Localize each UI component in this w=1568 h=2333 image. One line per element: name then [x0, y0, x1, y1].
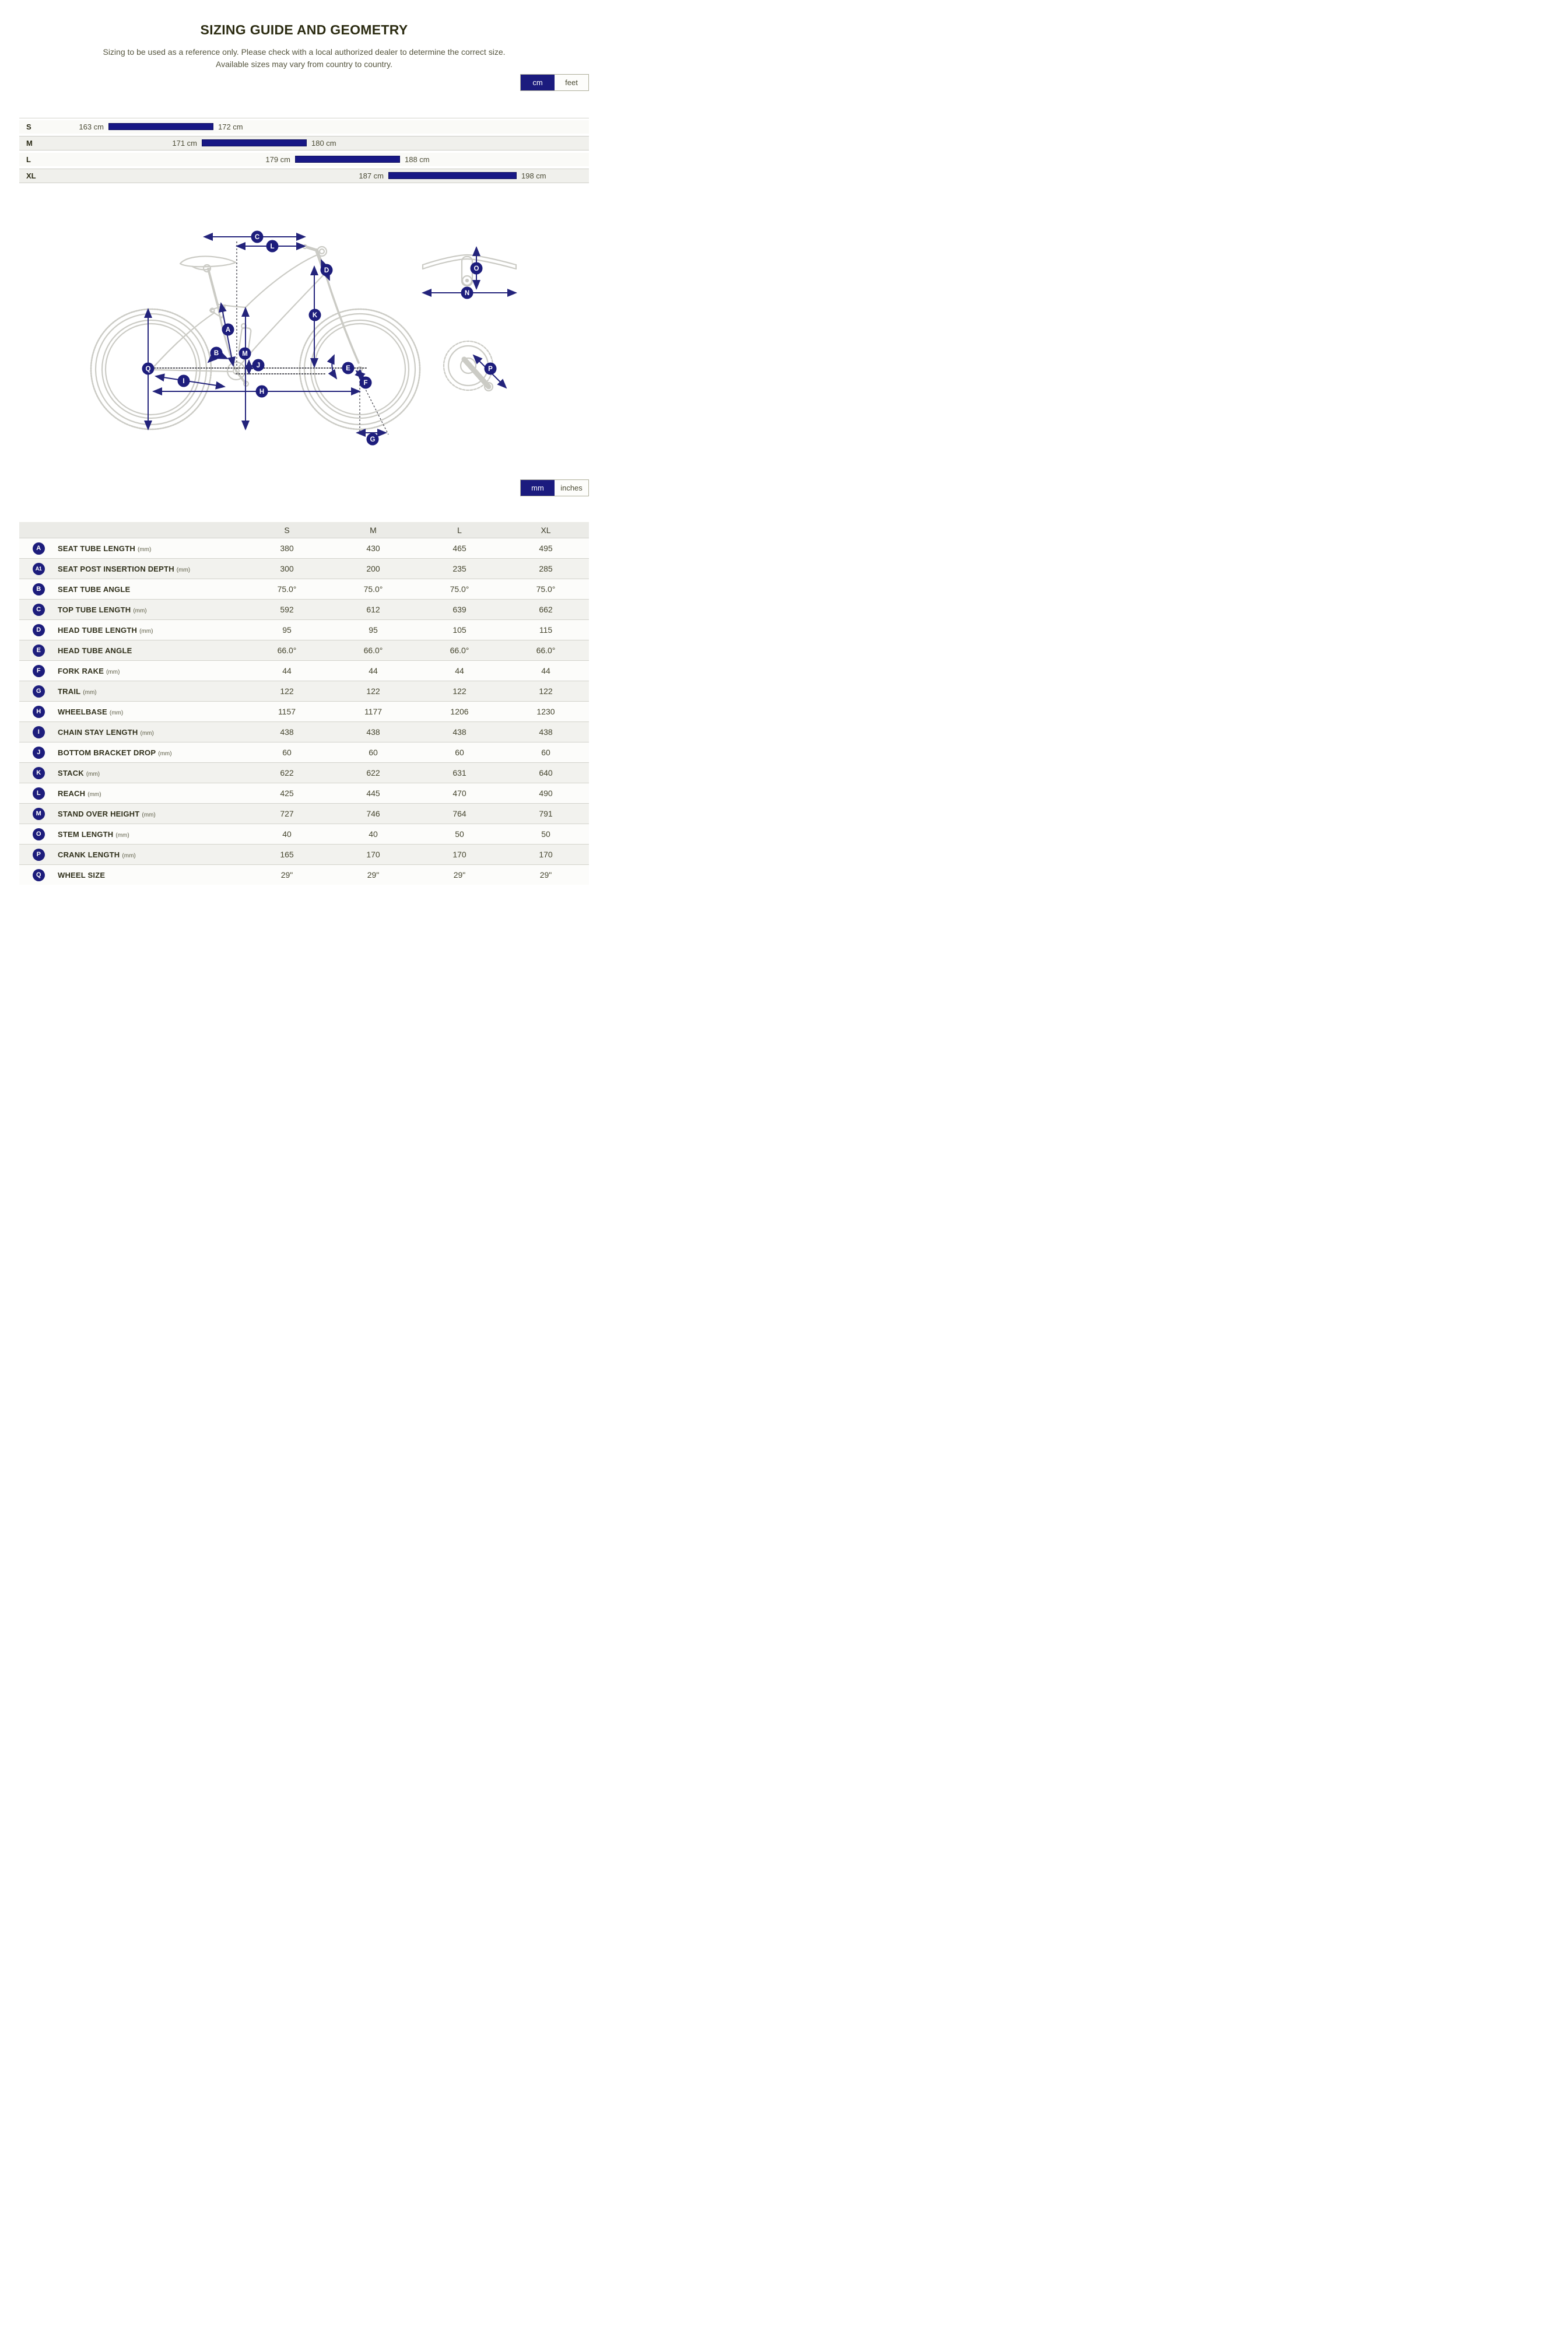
value-d-l: 105 — [452, 625, 466, 635]
table-row-p — [19, 844, 589, 865]
value-g-m: 122 — [366, 686, 380, 696]
size-range-bar — [295, 156, 400, 163]
value-o-s: 40 — [282, 829, 292, 839]
row-unit: (mm) — [139, 628, 153, 635]
row-badge-g: G — [33, 685, 45, 698]
table-row-c — [19, 599, 589, 620]
diagram-label-letter-c: C — [254, 234, 260, 241]
value-p-m: 170 — [366, 850, 380, 859]
row-badge-q: Q — [33, 869, 45, 881]
page-title: SIZING GUIDE AND GEOMETRY — [200, 22, 408, 37]
row-badge-j: J — [33, 747, 45, 759]
fork — [326, 275, 359, 363]
front-tire — [300, 309, 420, 429]
value-p-s: 165 — [280, 850, 294, 859]
value-g-l: 122 — [452, 686, 466, 696]
row-badge-l: L — [33, 787, 45, 800]
height-to-value: 188 cm — [405, 155, 430, 164]
diagram-label-letter-f: F — [363, 380, 368, 387]
row-label: SEAT POST INSERTION DEPTH (mm) — [58, 564, 191, 573]
page-subtitle — [0, 46, 608, 71]
top-tube — [218, 254, 318, 307]
table-row-d — [19, 620, 589, 640]
row-label: STAND OVER HEIGHT (mm) — [58, 809, 156, 818]
row-unit: (mm) — [137, 546, 152, 553]
value-a-s: 380 — [280, 544, 294, 553]
row-badge-k: K — [33, 767, 45, 779]
value-l-xl: 490 — [539, 789, 553, 798]
value-m-l: 764 — [452, 809, 466, 818]
value-h-s: 1157 — [278, 707, 296, 716]
row-unit: (mm) — [122, 852, 136, 859]
value-a1-m: 200 — [366, 564, 380, 573]
column-header-m: M — [370, 525, 377, 535]
size-row-m — [19, 136, 589, 150]
diagram-label-letter-e: E — [346, 365, 350, 372]
diagram-label-letter-o: O — [473, 265, 479, 272]
chain-stay — [152, 370, 232, 372]
value-m-m: 746 — [366, 809, 380, 818]
value-d-s: 95 — [282, 625, 292, 635]
table-row-j — [19, 742, 589, 762]
value-i-m: 438 — [366, 727, 380, 737]
value-e-l: 66.0° — [450, 646, 469, 655]
row-badge-e: E — [33, 644, 45, 657]
row-badge-d: D — [33, 624, 45, 636]
value-f-l: 44 — [455, 666, 464, 675]
value-c-m: 612 — [366, 605, 380, 614]
row-label: TOP TUBE LENGTH (mm) — [58, 605, 147, 614]
value-i-s: 438 — [280, 727, 294, 737]
height-from-value: 179 cm — [265, 155, 290, 164]
value-f-m: 44 — [369, 666, 378, 675]
subtitle-line-1: Sizing to be used as a reference only. Please check with a local authorized dealer to determine the correct size. — [103, 47, 506, 57]
dimension-arrow-i — [156, 376, 224, 387]
diagram-label-letter-l: L — [270, 243, 275, 250]
size-range-bar — [202, 139, 307, 146]
value-a1-l: 235 — [452, 564, 466, 573]
value-i-l: 438 — [452, 727, 466, 737]
value-q-s: 29" — [280, 870, 293, 880]
value-b-xl: 75.0° — [536, 584, 556, 594]
diagram-label-letter-i: I — [183, 378, 185, 385]
value-p-xl: 170 — [539, 850, 553, 859]
table-row-m — [19, 803, 589, 824]
row-label: BOTTOM BRACKET DROP (mm) — [58, 748, 172, 757]
value-l-s: 425 — [280, 789, 294, 798]
column-header-l: L — [457, 525, 462, 535]
value-l-l: 470 — [452, 789, 466, 798]
handlebar-detail — [423, 255, 516, 286]
value-d-xl: 115 — [539, 625, 553, 635]
angle-arc-arrow — [332, 355, 336, 379]
value-f-s: 44 — [282, 666, 292, 675]
height-from-value: 163 cm — [79, 122, 104, 131]
diagram-label-letter-g: G — [370, 436, 376, 443]
diagram-label-letter-b: B — [213, 350, 219, 357]
diagram-label-letter-p: P — [488, 366, 493, 373]
bike-line-art — [91, 245, 516, 429]
row-unit: (mm) — [140, 730, 154, 737]
value-k-m: 622 — [366, 768, 380, 777]
subtitle-line-2: Available sizes may vary from country to country. — [216, 59, 392, 69]
height-unit-toggle — [520, 74, 589, 91]
row-unit: (mm) — [109, 709, 124, 716]
value-g-xl: 122 — [539, 686, 553, 696]
table-row-e — [19, 640, 589, 661]
value-q-l: 29" — [453, 870, 466, 880]
column-header-s: S — [284, 525, 290, 535]
row-label: HEAD TUBE ANGLE — [58, 646, 132, 655]
value-a-xl: 495 — [539, 544, 553, 553]
construction-lines — [152, 241, 388, 435]
diagram-label-letter-d: D — [324, 267, 329, 274]
value-e-xl: 66.0° — [536, 646, 556, 655]
diagram-label-letter-a: A — [225, 327, 231, 334]
size-row-l — [19, 153, 589, 166]
size-range-bar — [108, 123, 213, 130]
seat-post — [208, 269, 218, 304]
value-c-s: 592 — [280, 605, 294, 614]
value-c-l: 639 — [452, 605, 466, 614]
row-unit: (mm) — [106, 668, 120, 675]
value-g-s: 122 — [280, 686, 294, 696]
table-row-o — [19, 824, 589, 844]
height-to-value: 180 cm — [311, 139, 336, 148]
value-c-xl: 662 — [539, 605, 553, 614]
row-unit: (mm) — [87, 791, 101, 798]
size-label-xl: XL — [26, 171, 36, 180]
value-q-m: 29" — [367, 870, 380, 880]
geometry-table-header — [19, 522, 589, 538]
row-label: HEAD TUBE LENGTH (mm) — [58, 625, 153, 635]
value-q-xl: 29" — [539, 870, 552, 880]
row-badge-i: I — [33, 726, 45, 738]
row-label: CRANK LENGTH (mm) — [58, 850, 136, 859]
value-h-xl: 1230 — [536, 707, 555, 716]
size-label-m: M — [26, 139, 33, 148]
row-label: STACK (mm) — [58, 768, 100, 777]
row-badge-c: C — [33, 604, 45, 616]
row-unit: (mm) — [115, 832, 129, 839]
value-h-l: 1206 — [450, 707, 469, 716]
value-m-s: 727 — [280, 809, 294, 818]
value-a1-s: 300 — [280, 564, 294, 573]
value-a1-xl: 285 — [539, 564, 553, 573]
diagram-label-letter-m: M — [242, 351, 248, 358]
bike-geometry-diagram — [0, 212, 608, 463]
sizing-guide-page — [0, 0, 608, 885]
row-badge-b: B — [33, 583, 45, 595]
row-label: TRAIL (mm) — [58, 686, 97, 696]
size-label-s: S — [26, 122, 31, 131]
row-badge-f: F — [33, 665, 45, 677]
value-e-m: 66.0° — [363, 646, 383, 655]
value-p-l: 170 — [452, 850, 466, 859]
height-from-value: 187 cm — [359, 171, 384, 180]
row-badge-o: O — [33, 828, 45, 840]
table-row-b — [19, 579, 589, 599]
measurement-unit-mm-option[interactable]: mm — [521, 480, 555, 496]
value-j-xl: 60 — [541, 748, 550, 757]
row-label: FORK RAKE (mm) — [58, 666, 120, 675]
table-row-h — [19, 702, 589, 721]
value-e-s: 66.0° — [277, 646, 297, 655]
value-j-s: 60 — [282, 748, 292, 757]
row-label: REACH (mm) — [58, 789, 101, 798]
size-row-xl — [19, 169, 589, 183]
value-h-m: 1177 — [364, 707, 383, 716]
row-badge-m: M — [33, 808, 45, 820]
measurement-unit-toggle — [520, 479, 589, 496]
row-label: WHEELBASE (mm) — [58, 707, 124, 716]
seat-tube — [218, 304, 236, 370]
value-b-m: 75.0° — [363, 584, 383, 594]
value-k-s: 622 — [280, 768, 294, 777]
value-o-l: 50 — [455, 829, 464, 839]
value-k-l: 631 — [452, 768, 466, 777]
table-row-q — [19, 865, 589, 885]
value-k-xl: 640 — [539, 768, 553, 777]
column-header-xl: XL — [541, 525, 551, 535]
row-unit: (mm) — [176, 566, 191, 573]
diagram-label-letter-q: Q — [145, 366, 151, 373]
table-row-i — [19, 721, 589, 742]
table-row-l — [19, 783, 589, 803]
row-badge-a: A — [33, 542, 45, 555]
row-label: SEAT TUBE ANGLE — [58, 584, 131, 594]
size-row-s — [19, 120, 589, 134]
row-label: SEAT TUBE LENGTH (mm) — [58, 544, 152, 553]
row-label: WHEEL SIZE — [58, 870, 106, 880]
value-f-xl: 44 — [541, 666, 550, 675]
value-o-xl: 50 — [541, 829, 550, 839]
row-badge-a1: A1 — [33, 563, 45, 575]
table-row-a1 — [19, 558, 589, 579]
table-row-g — [19, 681, 589, 702]
row-unit: (mm) — [133, 607, 147, 614]
value-b-s: 75.0° — [277, 584, 297, 594]
row-label: CHAIN STAY LENGTH (mm) — [58, 727, 154, 737]
value-i-xl: 438 — [539, 727, 553, 737]
height-unit-feet-option[interactable]: feet — [555, 75, 588, 90]
diagram-label-letter-j: J — [256, 362, 261, 369]
value-l-m: 445 — [366, 789, 380, 798]
row-unit: (mm) — [83, 689, 97, 696]
diagram-label-letter-n: N — [464, 290, 470, 297]
diagram-label-letter-h: H — [259, 388, 265, 395]
value-j-l: 60 — [455, 748, 464, 757]
value-a-m: 430 — [366, 544, 380, 553]
row-unit: (mm) — [86, 770, 100, 777]
geometry-table — [19, 522, 589, 885]
row-unit: (mm) — [142, 811, 156, 818]
height-to-value: 198 cm — [521, 171, 546, 180]
rider-height-sizing-chart — [19, 118, 589, 183]
row-badge-h: H — [33, 706, 45, 718]
height-unit-cm-option[interactable]: cm — [521, 75, 555, 90]
geometry-diagram — [0, 212, 608, 463]
row-unit: (mm) — [158, 750, 172, 757]
row-badge-p: P — [33, 849, 45, 861]
row-label: STEM LENGTH (mm) — [58, 829, 129, 839]
size-range-bar — [388, 172, 517, 179]
measurement-unit-inches-option[interactable]: inches — [555, 480, 588, 496]
value-j-m: 60 — [369, 748, 378, 757]
value-m-xl: 791 — [539, 809, 553, 818]
table-row-a — [19, 538, 589, 558]
table-row-f — [19, 661, 589, 681]
value-b-l: 75.0° — [450, 584, 469, 594]
value-o-m: 40 — [369, 829, 378, 839]
diagram-label-letter-k: K — [312, 312, 318, 319]
value-a-l: 465 — [452, 544, 466, 553]
size-label-l: L — [26, 155, 31, 164]
height-to-value: 172 cm — [218, 122, 243, 131]
height-from-value: 171 cm — [172, 139, 197, 148]
value-d-m: 95 — [369, 625, 378, 635]
table-row-k — [19, 762, 589, 783]
